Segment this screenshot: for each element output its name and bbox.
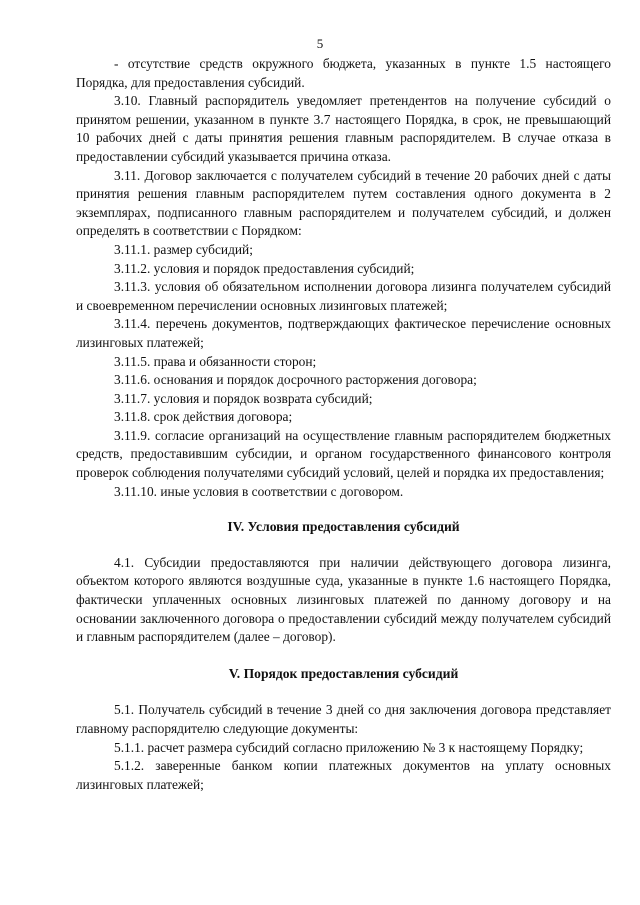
paragraph-3-11-1: 3.11.1. размер субсидий; <box>114 241 253 257</box>
paragraph-3-11-3: 3.11.3. условия об обязательном исполнении договора лизинга получателем субсидий и своевременном перечислении основных лизинговых платежей; <box>76 279 611 313</box>
paragraph-5-1-2: 5.1.2. заверенные банком копии платежных документов на уплату основных лизинговых платежей; <box>76 758 611 792</box>
paragraph-5-1: 5.1. Получатель субсидий в течение 3 дней со дня заключения договора представляет главному распорядителю следующие документы: <box>76 702 611 736</box>
paragraph-3-11-4: 3.11.4. перечень документов, подтверждающих фактическое перечисление основных лизинговых платежей; <box>76 316 611 350</box>
paragraph-3-11: 3.11. Договор заключается с получателем субсидий в течение 20 рабочих дней с даты принятия решения главным распорядителем путем составления одного документа в 2 экземплярах, подписанного главным распорядителем и получателем субсидий, и должен определять в соответствии с Порядком: <box>76 167 611 239</box>
paragraph-3-10: 3.10. Главный распорядитель уведомляет претендентов на получение субсидий о принятом решении, указанном в пункте 3.7 настоящего Порядка, в срок, не превышающий 10 рабочих дней с даты принятия решения главным распорядителем. В случае отказа в предоставлении субсидий указывается причина отказа. <box>76 93 611 164</box>
document-body <box>76 55 611 794</box>
paragraph-3-11-2: 3.11.2. условия и порядок предоставления субсидий; <box>114 260 415 276</box>
paragraph-4-1: 4.1. Субсидии предоставляются при наличии действующего договора лизинга, объектом которого являются воздушные суда, указанные в пункте 1.6 настоящего Порядка, фактически уплаченных основных лизинговых платежей по данному договору и на основании заключенного договора о предоставлении субсидий между получателем субсидий и главным распорядителем (далее – договор). <box>76 554 611 645</box>
section-v-heading: V. Порядок предоставления субсидий <box>228 665 459 681</box>
paragraph-3-11-6: 3.11.6. основания и порядок досрочного расторжения договора; <box>114 372 477 388</box>
paragraph-3-11-5: 3.11.5. права и обязанности сторон; <box>114 353 317 369</box>
section-iv-heading: IV. Условия предоставления субсидий <box>227 519 460 535</box>
page-number: 5 <box>316 36 324 51</box>
paragraph-5-1-1: 5.1.1. расчет размера субсидий согласно приложению № 3 к настоящему Порядку; <box>114 739 584 755</box>
paragraph-3-11-7: 3.11.7. условия и порядок возврата субсидий; <box>114 390 373 406</box>
paragraph-funds-absence: - отсутствие средств окружного бюджета, указанных в пункте 1.5 настоящего Порядка, для предоставления субсидий. <box>76 56 611 90</box>
paragraph-3-11-10: 3.11.10. иные условия в соответствии с договором. <box>114 483 404 499</box>
paragraph-3-11-8: 3.11.8. срок действия договора; <box>114 409 293 425</box>
paragraph-3-11-9: 3.11.9. согласие организаций на осуществление главным распорядителем бюджетных средств, предоставившим субсидии, и органом государственного финансового контроля проверок соблюдения получателями субсидий условий, целей и порядка их предоставления; <box>76 427 611 481</box>
